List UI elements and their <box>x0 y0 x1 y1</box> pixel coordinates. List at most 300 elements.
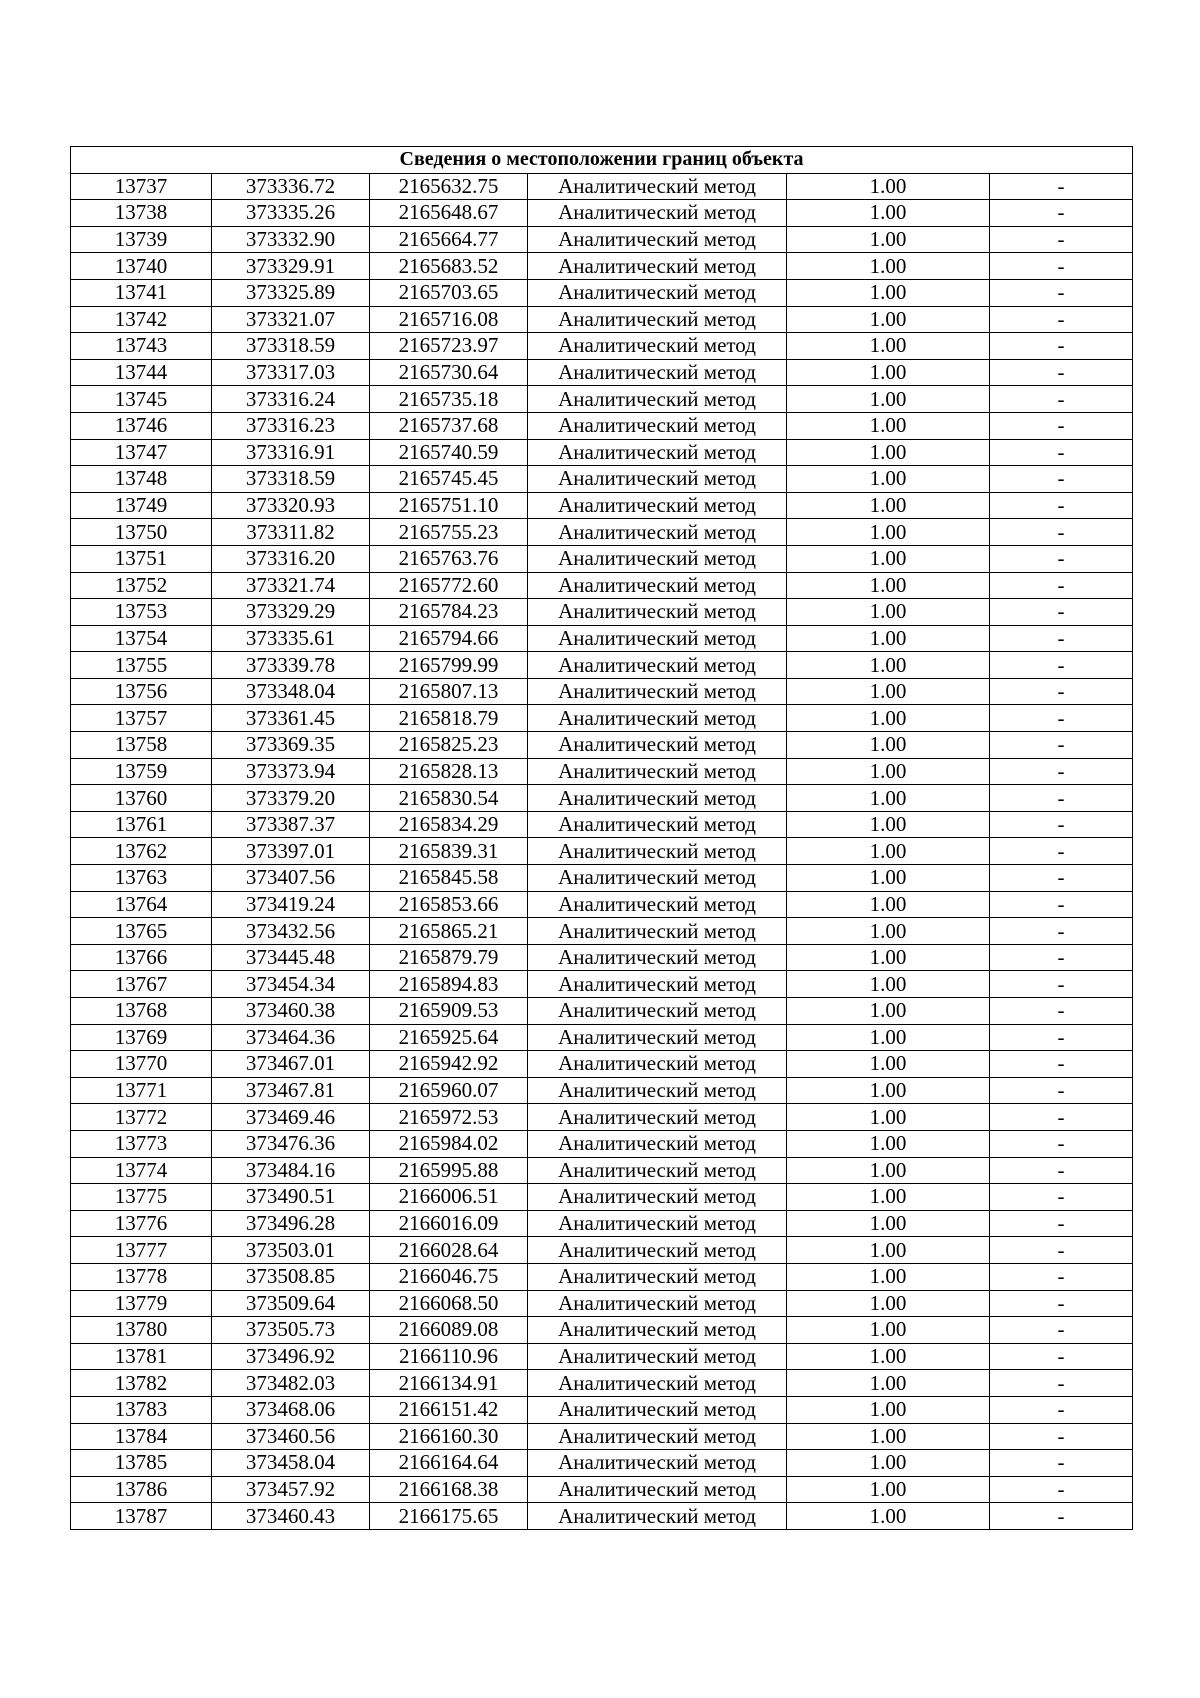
accuracy-cell: 1.00 <box>787 678 990 705</box>
point-number-cell: 13777 <box>71 1237 212 1264</box>
x-coordinate-cell: 373321.07 <box>212 306 370 333</box>
accuracy-cell: 1.00 <box>787 1503 990 1530</box>
accuracy-cell: 1.00 <box>787 1077 990 1104</box>
accuracy-cell: 1.00 <box>787 200 990 227</box>
description-cell: - <box>990 838 1133 865</box>
description-cell: - <box>990 359 1133 386</box>
x-coordinate-cell: 373320.93 <box>212 492 370 519</box>
point-number-cell: 13751 <box>71 545 212 572</box>
description-cell: - <box>990 944 1133 971</box>
y-coordinate-cell: 2166046.75 <box>370 1263 528 1290</box>
boundary-coordinates-table <box>70 146 1133 1530</box>
y-coordinate-cell: 2165830.54 <box>370 785 528 812</box>
y-coordinate-cell: 2165942.92 <box>370 1051 528 1078</box>
y-coordinate-cell: 2165751.10 <box>370 492 528 519</box>
y-coordinate-cell: 2165772.60 <box>370 572 528 599</box>
y-coordinate-cell: 2166151.42 <box>370 1396 528 1423</box>
x-coordinate-cell: 373464.36 <box>212 1024 370 1051</box>
accuracy-cell: 1.00 <box>787 306 990 333</box>
accuracy-cell: 1.00 <box>787 1157 990 1184</box>
point-number-cell: 13759 <box>71 758 212 785</box>
x-coordinate-cell: 373339.78 <box>212 652 370 679</box>
description-cell: - <box>990 519 1133 546</box>
method-cell: Аналитический метод <box>528 811 787 838</box>
method-cell: Аналитический метод <box>528 678 787 705</box>
accuracy-cell: 1.00 <box>787 758 990 785</box>
method-cell: Аналитический метод <box>528 998 787 1025</box>
accuracy-cell: 1.00 <box>787 1290 990 1317</box>
table-row <box>71 1317 1133 1344</box>
method-cell: Аналитический метод <box>528 572 787 599</box>
method-cell: Аналитический метод <box>528 306 787 333</box>
x-coordinate-cell: 373445.48 <box>212 944 370 971</box>
y-coordinate-cell: 2165925.64 <box>370 1024 528 1051</box>
x-coordinate-cell: 373318.59 <box>212 466 370 493</box>
description-cell: - <box>990 998 1133 1025</box>
accuracy-cell: 1.00 <box>787 1476 990 1503</box>
table-row <box>71 732 1133 759</box>
y-coordinate-cell: 2165755.23 <box>370 519 528 546</box>
x-coordinate-cell: 373508.85 <box>212 1263 370 1290</box>
x-coordinate-cell: 373467.01 <box>212 1051 370 1078</box>
method-cell: Аналитический метод <box>528 226 787 253</box>
table-row <box>71 838 1133 865</box>
point-number-cell: 13757 <box>71 705 212 732</box>
accuracy-cell: 1.00 <box>787 1130 990 1157</box>
x-coordinate-cell: 373311.82 <box>212 519 370 546</box>
y-coordinate-cell: 2165737.68 <box>370 412 528 439</box>
table-row <box>71 439 1133 466</box>
table-row <box>71 545 1133 572</box>
accuracy-cell: 1.00 <box>787 838 990 865</box>
table-row <box>71 652 1133 679</box>
point-number-cell: 13750 <box>71 519 212 546</box>
x-coordinate-cell: 373509.64 <box>212 1290 370 1317</box>
accuracy-cell: 1.00 <box>787 998 990 1025</box>
y-coordinate-cell: 2165807.13 <box>370 678 528 705</box>
description-cell: - <box>990 758 1133 785</box>
table-row <box>71 1290 1133 1317</box>
x-coordinate-cell: 373369.35 <box>212 732 370 759</box>
table-row <box>71 200 1133 227</box>
y-coordinate-cell: 2165845.58 <box>370 865 528 892</box>
description-cell: - <box>990 1104 1133 1131</box>
description-cell: - <box>990 1077 1133 1104</box>
method-cell: Аналитический метод <box>528 705 787 732</box>
x-coordinate-cell: 373454.34 <box>212 971 370 998</box>
x-coordinate-cell: 373467.81 <box>212 1077 370 1104</box>
x-coordinate-cell: 373316.24 <box>212 386 370 413</box>
accuracy-cell: 1.00 <box>787 785 990 812</box>
description-cell: - <box>990 652 1133 679</box>
x-coordinate-cell: 373503.01 <box>212 1237 370 1264</box>
accuracy-cell: 1.00 <box>787 944 990 971</box>
x-coordinate-cell: 373335.26 <box>212 200 370 227</box>
method-cell: Аналитический метод <box>528 944 787 971</box>
accuracy-cell: 1.00 <box>787 1343 990 1370</box>
point-number-cell: 13774 <box>71 1157 212 1184</box>
x-coordinate-cell: 373460.38 <box>212 998 370 1025</box>
y-coordinate-cell: 2165730.64 <box>370 359 528 386</box>
point-number-cell: 13761 <box>71 811 212 838</box>
table-row <box>71 466 1133 493</box>
description-cell: - <box>990 865 1133 892</box>
description-cell: - <box>990 1370 1133 1397</box>
table-row <box>71 599 1133 626</box>
table-row <box>71 944 1133 971</box>
point-number-cell: 13752 <box>71 572 212 599</box>
x-coordinate-cell: 373325.89 <box>212 279 370 306</box>
method-cell: Аналитический метод <box>528 758 787 785</box>
method-cell: Аналитический метод <box>528 1024 787 1051</box>
point-number-cell: 13766 <box>71 944 212 971</box>
point-number-cell: 13748 <box>71 466 212 493</box>
table-row <box>71 811 1133 838</box>
accuracy-cell: 1.00 <box>787 439 990 466</box>
accuracy-cell: 1.00 <box>787 333 990 360</box>
y-coordinate-cell: 2165853.66 <box>370 891 528 918</box>
description-cell: - <box>990 625 1133 652</box>
description-cell: - <box>990 1237 1133 1264</box>
table-row <box>71 1450 1133 1477</box>
method-cell: Аналитический метод <box>528 1104 787 1131</box>
table-title: Сведения о местоположении границ объекта <box>71 147 1133 174</box>
x-coordinate-cell: 373496.92 <box>212 1343 370 1370</box>
method-cell: Аналитический метод <box>528 1263 787 1290</box>
method-cell: Аналитический метод <box>528 1290 787 1317</box>
table-row <box>71 306 1133 333</box>
y-coordinate-cell: 2165960.07 <box>370 1077 528 1104</box>
table-row <box>71 173 1133 200</box>
point-number-cell: 13780 <box>71 1317 212 1344</box>
x-coordinate-cell: 373329.29 <box>212 599 370 626</box>
table-row <box>71 758 1133 785</box>
y-coordinate-cell: 2165818.79 <box>370 705 528 732</box>
x-coordinate-cell: 373469.46 <box>212 1104 370 1131</box>
method-cell: Аналитический метод <box>528 865 787 892</box>
description-cell: - <box>990 1024 1133 1051</box>
accuracy-cell: 1.00 <box>787 811 990 838</box>
description-cell: - <box>990 971 1133 998</box>
point-number-cell: 13773 <box>71 1130 212 1157</box>
accuracy-cell: 1.00 <box>787 253 990 280</box>
description-cell: - <box>990 1263 1133 1290</box>
table-row <box>71 971 1133 998</box>
description-cell: - <box>990 1450 1133 1477</box>
point-number-cell: 13779 <box>71 1290 212 1317</box>
x-coordinate-cell: 373329.91 <box>212 253 370 280</box>
y-coordinate-cell: 2166089.08 <box>370 1317 528 1344</box>
accuracy-cell: 1.00 <box>787 1237 990 1264</box>
description-cell: - <box>990 1503 1133 1530</box>
description-cell: - <box>990 1290 1133 1317</box>
accuracy-cell: 1.00 <box>787 1104 990 1131</box>
method-cell: Аналитический метод <box>528 1051 787 1078</box>
method-cell: Аналитический метод <box>528 333 787 360</box>
x-coordinate-cell: 373460.56 <box>212 1423 370 1450</box>
method-cell: Аналитический метод <box>528 279 787 306</box>
method-cell: Аналитический метод <box>528 1210 787 1237</box>
description-cell: - <box>990 705 1133 732</box>
y-coordinate-cell: 2166175.65 <box>370 1503 528 1530</box>
table-row <box>71 1263 1133 1290</box>
description-cell: - <box>990 333 1133 360</box>
point-number-cell: 13764 <box>71 891 212 918</box>
method-cell: Аналитический метод <box>528 971 787 998</box>
description-cell: - <box>990 466 1133 493</box>
point-number-cell: 13771 <box>71 1077 212 1104</box>
x-coordinate-cell: 373318.59 <box>212 333 370 360</box>
accuracy-cell: 1.00 <box>787 572 990 599</box>
description-cell: - <box>990 1343 1133 1370</box>
point-number-cell: 13762 <box>71 838 212 865</box>
accuracy-cell: 1.00 <box>787 865 990 892</box>
description-cell: - <box>990 918 1133 945</box>
method-cell: Аналитический метод <box>528 466 787 493</box>
method-cell: Аналитический метод <box>528 412 787 439</box>
method-cell: Аналитический метод <box>528 200 787 227</box>
table-row <box>71 572 1133 599</box>
table-row <box>71 1130 1133 1157</box>
table-row <box>71 519 1133 546</box>
y-coordinate-cell: 2165648.67 <box>370 200 528 227</box>
table-row <box>71 333 1133 360</box>
table-row <box>71 412 1133 439</box>
point-number-cell: 13749 <box>71 492 212 519</box>
method-cell: Аналитический метод <box>528 1370 787 1397</box>
y-coordinate-cell: 2165839.31 <box>370 838 528 865</box>
accuracy-cell: 1.00 <box>787 732 990 759</box>
x-coordinate-cell: 373496.28 <box>212 1210 370 1237</box>
method-cell: Аналитический метод <box>528 1343 787 1370</box>
y-coordinate-cell: 2166134.91 <box>370 1370 528 1397</box>
point-number-cell: 13747 <box>71 439 212 466</box>
table-row <box>71 279 1133 306</box>
accuracy-cell: 1.00 <box>787 226 990 253</box>
accuracy-cell: 1.00 <box>787 652 990 679</box>
method-cell: Аналитический метод <box>528 1317 787 1344</box>
point-number-cell: 13784 <box>71 1423 212 1450</box>
table-row <box>71 625 1133 652</box>
table-row <box>71 891 1133 918</box>
y-coordinate-cell: 2166068.50 <box>370 1290 528 1317</box>
accuracy-cell: 1.00 <box>787 1450 990 1477</box>
x-coordinate-cell: 373407.56 <box>212 865 370 892</box>
y-coordinate-cell: 2165794.66 <box>370 625 528 652</box>
description-cell: - <box>990 1157 1133 1184</box>
point-number-cell: 13737 <box>71 173 212 200</box>
method-cell: Аналитический метод <box>528 1130 787 1157</box>
accuracy-cell: 1.00 <box>787 918 990 945</box>
x-coordinate-cell: 373316.23 <box>212 412 370 439</box>
point-number-cell: 13746 <box>71 412 212 439</box>
accuracy-cell: 1.00 <box>787 1210 990 1237</box>
table-row <box>71 253 1133 280</box>
point-number-cell: 13755 <box>71 652 212 679</box>
y-coordinate-cell: 2165972.53 <box>370 1104 528 1131</box>
table-row <box>71 1184 1133 1211</box>
method-cell: Аналитический метод <box>528 1396 787 1423</box>
y-coordinate-cell: 2165995.88 <box>370 1157 528 1184</box>
point-number-cell: 13753 <box>71 599 212 626</box>
x-coordinate-cell: 373468.06 <box>212 1396 370 1423</box>
table-row <box>71 1051 1133 1078</box>
table-row <box>71 1104 1133 1131</box>
accuracy-cell: 1.00 <box>787 466 990 493</box>
y-coordinate-cell: 2165763.76 <box>370 545 528 572</box>
accuracy-cell: 1.00 <box>787 173 990 200</box>
method-cell: Аналитический метод <box>528 732 787 759</box>
point-number-cell: 13754 <box>71 625 212 652</box>
accuracy-cell: 1.00 <box>787 599 990 626</box>
x-coordinate-cell: 373484.16 <box>212 1157 370 1184</box>
x-coordinate-cell: 373505.73 <box>212 1317 370 1344</box>
table-row <box>71 1476 1133 1503</box>
point-number-cell: 13781 <box>71 1343 212 1370</box>
method-cell: Аналитический метод <box>528 1503 787 1530</box>
table-row <box>71 492 1133 519</box>
y-coordinate-cell: 2165735.18 <box>370 386 528 413</box>
table-row <box>71 1396 1133 1423</box>
table-row <box>71 918 1133 945</box>
accuracy-cell: 1.00 <box>787 492 990 519</box>
y-coordinate-cell: 2165703.65 <box>370 279 528 306</box>
accuracy-cell: 1.00 <box>787 279 990 306</box>
method-cell: Аналитический метод <box>528 838 787 865</box>
x-coordinate-cell: 373317.03 <box>212 359 370 386</box>
y-coordinate-cell: 2166016.09 <box>370 1210 528 1237</box>
point-number-cell: 13767 <box>71 971 212 998</box>
y-coordinate-cell: 2166110.96 <box>370 1343 528 1370</box>
description-cell: - <box>990 1130 1133 1157</box>
point-number-cell: 13765 <box>71 918 212 945</box>
x-coordinate-cell: 373457.92 <box>212 1476 370 1503</box>
y-coordinate-cell: 2166006.51 <box>370 1184 528 1211</box>
description-cell: - <box>990 1423 1133 1450</box>
method-cell: Аналитический метод <box>528 785 787 812</box>
method-cell: Аналитический метод <box>528 253 787 280</box>
method-cell: Аналитический метод <box>528 1184 787 1211</box>
y-coordinate-cell: 2165740.59 <box>370 439 528 466</box>
y-coordinate-cell: 2165664.77 <box>370 226 528 253</box>
description-cell: - <box>990 200 1133 227</box>
y-coordinate-cell: 2165723.97 <box>370 333 528 360</box>
accuracy-cell: 1.00 <box>787 386 990 413</box>
description-cell: - <box>990 1184 1133 1211</box>
method-cell: Аналитический метод <box>528 1237 787 1264</box>
point-number-cell: 13772 <box>71 1104 212 1131</box>
method-cell: Аналитический метод <box>528 359 787 386</box>
method-cell: Аналитический метод <box>528 386 787 413</box>
accuracy-cell: 1.00 <box>787 705 990 732</box>
point-number-cell: 13782 <box>71 1370 212 1397</box>
point-number-cell: 13742 <box>71 306 212 333</box>
accuracy-cell: 1.00 <box>787 625 990 652</box>
description-cell: - <box>990 1210 1133 1237</box>
description-cell: - <box>990 1396 1133 1423</box>
description-cell: - <box>990 811 1133 838</box>
x-coordinate-cell: 373397.01 <box>212 838 370 865</box>
description-cell: - <box>990 306 1133 333</box>
point-number-cell: 13756 <box>71 678 212 705</box>
x-coordinate-cell: 373460.43 <box>212 1503 370 1530</box>
accuracy-cell: 1.00 <box>787 359 990 386</box>
method-cell: Аналитический метод <box>528 173 787 200</box>
method-cell: Аналитический метод <box>528 492 787 519</box>
y-coordinate-cell: 2165799.99 <box>370 652 528 679</box>
table-row <box>71 1503 1133 1530</box>
description-cell: - <box>990 173 1133 200</box>
point-number-cell: 13743 <box>71 333 212 360</box>
table-row <box>71 386 1133 413</box>
x-coordinate-cell: 373348.04 <box>212 678 370 705</box>
point-number-cell: 13760 <box>71 785 212 812</box>
x-coordinate-cell: 373490.51 <box>212 1184 370 1211</box>
y-coordinate-cell: 2165828.13 <box>370 758 528 785</box>
point-number-cell: 13785 <box>71 1450 212 1477</box>
accuracy-cell: 1.00 <box>787 545 990 572</box>
description-cell: - <box>990 891 1133 918</box>
method-cell: Аналитический метод <box>528 1157 787 1184</box>
table-row <box>71 678 1133 705</box>
accuracy-cell: 1.00 <box>787 1184 990 1211</box>
method-cell: Аналитический метод <box>528 652 787 679</box>
method-cell: Аналитический метод <box>528 891 787 918</box>
description-cell: - <box>990 279 1133 306</box>
description-cell: - <box>990 386 1133 413</box>
point-number-cell: 13763 <box>71 865 212 892</box>
accuracy-cell: 1.00 <box>787 891 990 918</box>
description-cell: - <box>990 226 1133 253</box>
description-cell: - <box>990 678 1133 705</box>
method-cell: Аналитический метод <box>528 599 787 626</box>
method-cell: Аналитический метод <box>528 1476 787 1503</box>
description-cell: - <box>990 572 1133 599</box>
y-coordinate-cell: 2166160.30 <box>370 1423 528 1450</box>
accuracy-cell: 1.00 <box>787 1024 990 1051</box>
accuracy-cell: 1.00 <box>787 971 990 998</box>
x-coordinate-cell: 373419.24 <box>212 891 370 918</box>
x-coordinate-cell: 373321.74 <box>212 572 370 599</box>
y-coordinate-cell: 2165865.21 <box>370 918 528 945</box>
table-row <box>71 1423 1133 1450</box>
point-number-cell: 13769 <box>71 1024 212 1051</box>
accuracy-cell: 1.00 <box>787 1263 990 1290</box>
y-coordinate-cell: 2166168.38 <box>370 1476 528 1503</box>
y-coordinate-cell: 2166164.64 <box>370 1450 528 1477</box>
description-cell: - <box>990 253 1133 280</box>
table-body <box>71 173 1133 1529</box>
method-cell: Аналитический метод <box>528 1450 787 1477</box>
x-coordinate-cell: 373332.90 <box>212 226 370 253</box>
accuracy-cell: 1.00 <box>787 412 990 439</box>
table-row <box>71 359 1133 386</box>
description-cell: - <box>990 492 1133 519</box>
x-coordinate-cell: 373476.36 <box>212 1130 370 1157</box>
x-coordinate-cell: 373482.03 <box>212 1370 370 1397</box>
table-row <box>71 1157 1133 1184</box>
x-coordinate-cell: 373373.94 <box>212 758 370 785</box>
y-coordinate-cell: 2165879.79 <box>370 944 528 971</box>
accuracy-cell: 1.00 <box>787 1423 990 1450</box>
table-row <box>71 1210 1133 1237</box>
point-number-cell: 13739 <box>71 226 212 253</box>
method-cell: Аналитический метод <box>528 439 787 466</box>
table-row <box>71 1237 1133 1264</box>
description-cell: - <box>990 545 1133 572</box>
description-cell: - <box>990 732 1133 759</box>
accuracy-cell: 1.00 <box>787 1317 990 1344</box>
